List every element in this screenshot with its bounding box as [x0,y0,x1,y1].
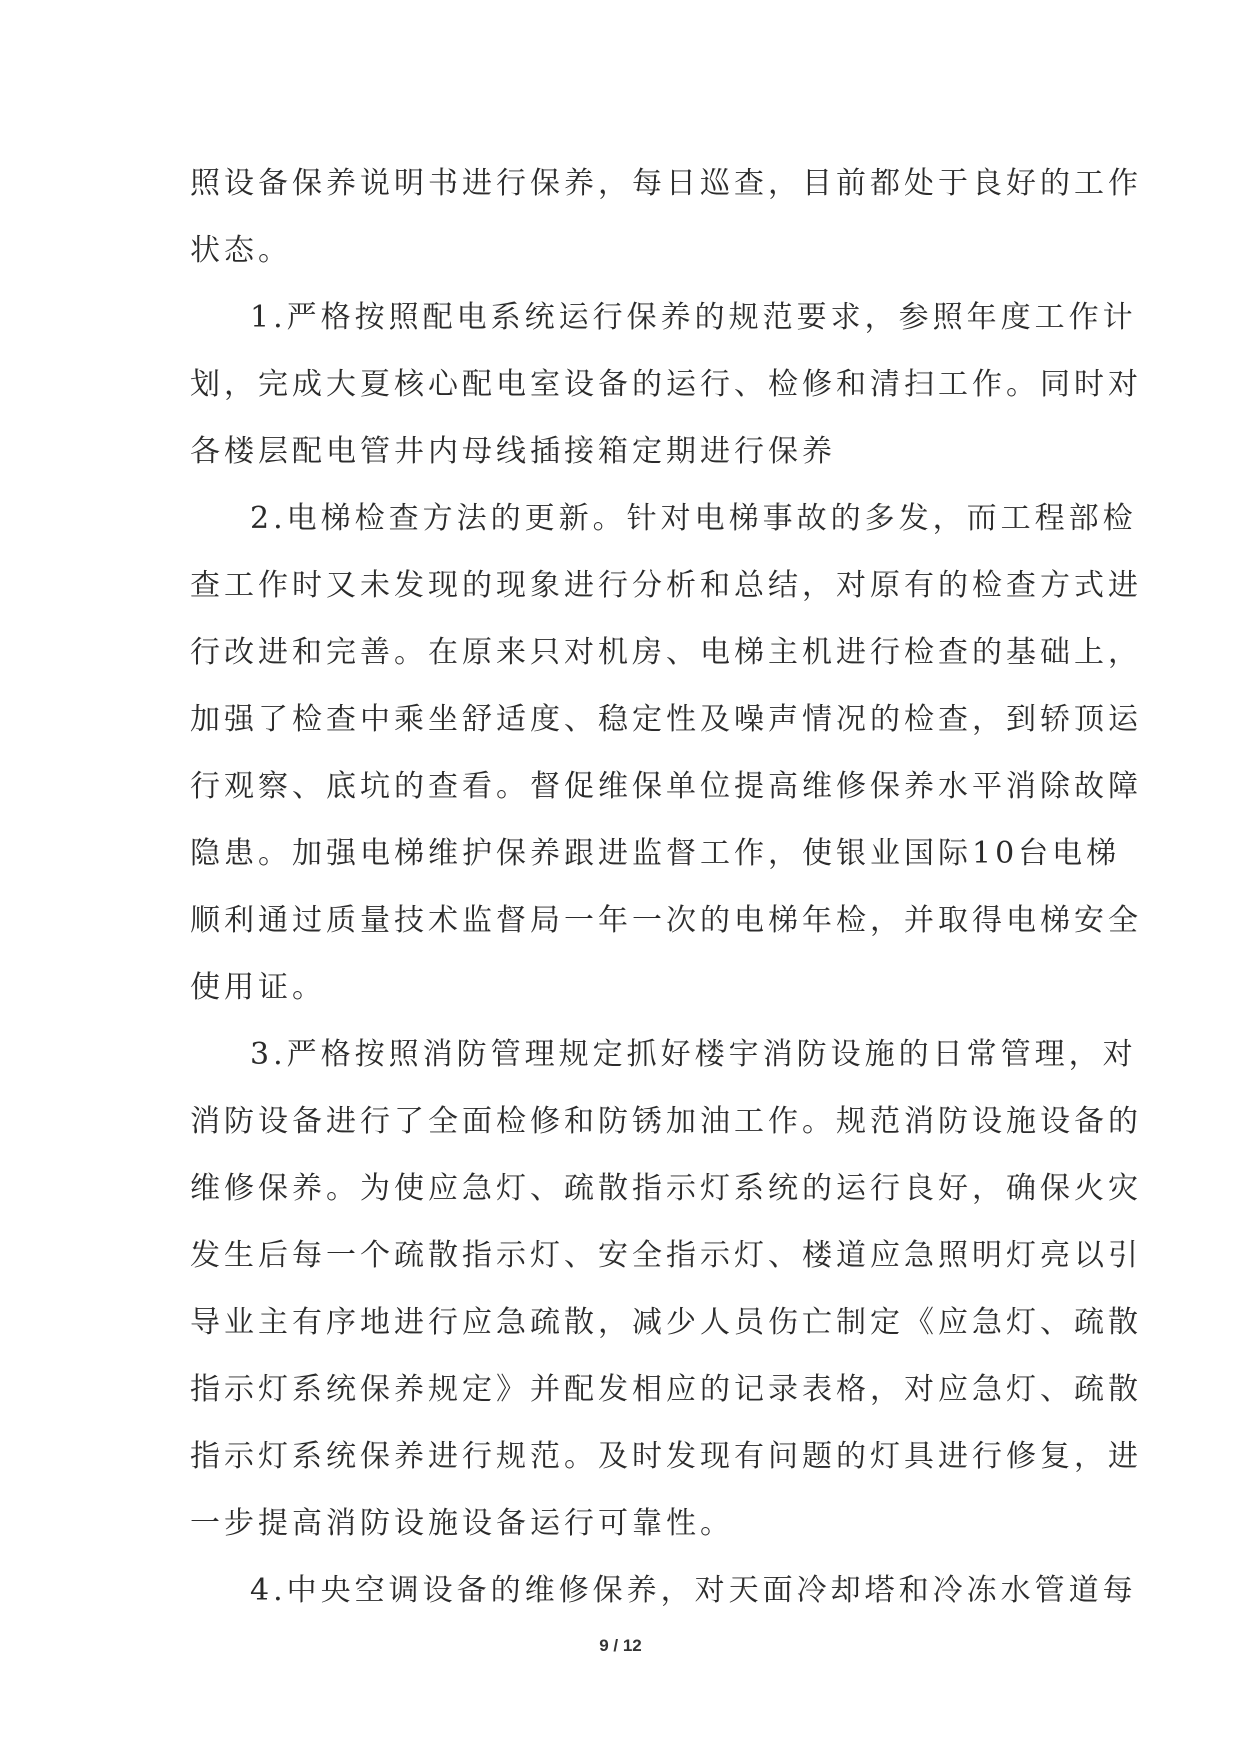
text-line: 4.中央空调设备的维修保养，对天面冷却塔和冷冻水管道每 [250,1573,1137,1608]
text-line: 行改进和完善。在原来只对机房、电梯主机进行检查的基础上， [190,635,1142,670]
text-line: 发生后每一个疏散指示灯、安全指示灯、楼道应急照明灯亮以引 [190,1238,1142,1273]
text-line: 照设备保养说明书进行保养，每日巡查，目前都处于良好的工作 [190,166,1142,201]
page-number: 9 / 12 [599,1636,642,1655]
text-line: 维修保养。为使应急灯、疏散指示灯系统的运行良好，确保火灾 [190,1171,1142,1206]
text-line: 2.电梯检查方法的更新。针对电梯事故的多发，而工程部检 [250,501,1137,536]
text-line: 1.严格按照配电系统运行保养的规范要求，参照年度工作计 [250,300,1137,335]
text-line: 隐患。加强电梯维护保养跟进监督工作，使银业国际10台电梯 [190,836,1121,871]
text-line: 各楼层配电管井内母线插接箱定期进行保养 [190,434,836,469]
text-line: 状态。 [190,233,292,268]
text-line: 查工作时又未发现的现象进行分析和总结，对原有的检查方式进 [190,568,1142,603]
text-line: 划，完成大夏核心配电室设备的运行、检修和清扫工作。同时对 [190,367,1142,402]
text-line: 导业主有序地进行应急疏散，减少人员伤亡制定《应急灯、疏散 [190,1305,1142,1340]
document-body [190,150,1142,1624]
text-line: 指示灯系统保养规定》并配发相应的记录表格，对应急灯、疏散 [190,1372,1142,1407]
text-line: 一步提高消防设施设备运行可靠性。 [190,1506,734,1541]
text-line: 加强了检查中乘坐舒适度、稳定性及噪声情况的检查，到轿顶运 [190,702,1142,737]
text-line: 使用证。 [190,970,326,1005]
text-line: 指示灯系统保养进行规范。及时发现有问题的灯具进行修复，进 [190,1439,1142,1474]
text-line: 行观察、底坑的查看。督促维保单位提高维修保养水平消除故障 [190,769,1142,804]
text-line: 消防设备进行了全面检修和防锈加油工作。规范消防设施设备的 [190,1104,1142,1139]
text-line: 3.严格按照消防管理规定抓好楼宇消防设施的日常管理，对 [250,1037,1137,1072]
text-line: 顺利通过质量技术监督局一年一次的电梯年检，并取得电梯安全 [190,903,1142,938]
